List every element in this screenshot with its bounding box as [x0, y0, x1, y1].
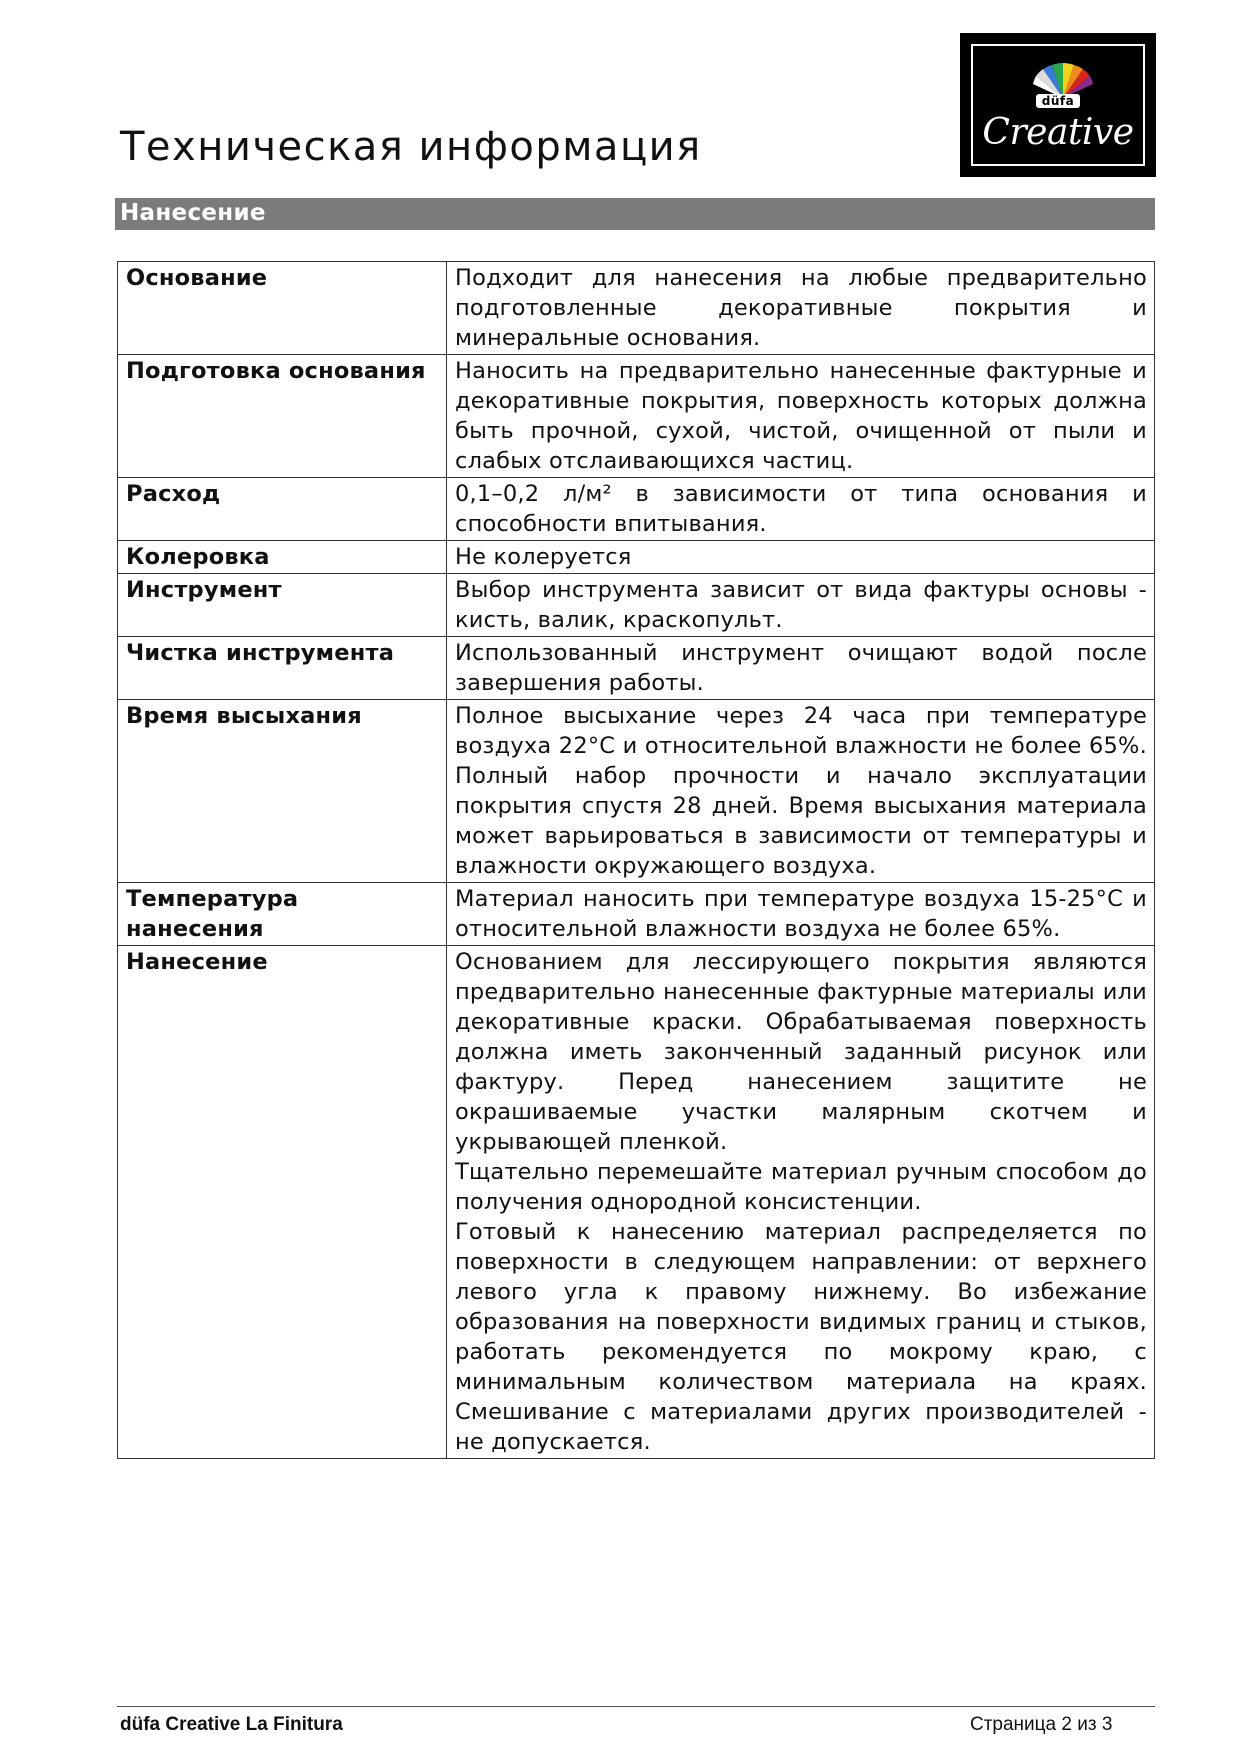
info-table-body — [118, 262, 1155, 1459]
row-value-paragraph: Готовый к нанесению материал распределяется по поверхности в следующем направлении: от верхнего левого угла к правому нижнему. Во избежание образования на поверхности видимых границ и стыков, работать рекомендуется по мокрому краю, с минимальным количеством материала на краях. Смешивание с материалами других производителей - не допускается. — [455, 1219, 1147, 1455]
row-value — [447, 574, 1155, 637]
table-row — [118, 478, 1155, 541]
table-row — [118, 541, 1155, 574]
row-value-paragraph: Наносить на предварительно нанесенные фактурные и декоративные покрытия, поверхность которых должна быть прочной, сухой, чистой, очищенной от пыли и слабых отслаивающихся частиц. — [455, 358, 1147, 474]
color-fan-icon — [963, 36, 1159, 180]
section-header — [115, 198, 1155, 230]
row-value-paragraph: Материал наносить при температуре воздуха 15-25°С и относительной влажности воздуха не более 65%. — [455, 886, 1147, 942]
row-value — [447, 637, 1155, 700]
row-value-paragraph: Подходит для нанесения на любые предварительно подготовленные декоративные покрытия и минеральные основания. — [455, 265, 1147, 351]
row-value-paragraph: Выбор инструмента зависит от вида фактуры основы - кисть, валик, краскопульт. — [455, 577, 1147, 633]
table-row — [118, 574, 1155, 637]
table-row — [118, 637, 1155, 700]
row-value — [447, 700, 1155, 883]
info-table — [117, 261, 1155, 1459]
row-value-paragraph: Не колеруется — [455, 544, 632, 570]
row-label: Температура нанесения — [118, 883, 447, 946]
row-label: Колеровка — [118, 541, 447, 574]
row-label: Расход — [118, 478, 447, 541]
row-label: Нанесение — [118, 946, 447, 1459]
row-label: Инструмент — [118, 574, 447, 637]
row-value-paragraph: Тщательно перемешайте материал ручным способом до получения однородной консистенции. — [455, 1159, 1147, 1215]
table-row — [118, 262, 1155, 355]
row-value — [447, 262, 1155, 355]
table-row — [118, 700, 1155, 883]
row-value-paragraph: Основанием для лессирующего покрытия являются предварительно нанесенные фактурные материалы или декоративные краски. Обрабатываемая поверхность должна иметь законченный заданный рисунок или фактуру. Перед нанесением защитите не окрашиваемые участки малярным скотчем и укрывающей пленкой. — [455, 949, 1147, 1155]
row-value — [447, 478, 1155, 541]
row-label: Основание — [118, 262, 447, 355]
page-title: Техническая информация — [120, 124, 702, 170]
row-label: Подготовка основания — [118, 355, 447, 478]
footer-page-number: Страница 2 из 3 — [970, 1714, 1113, 1735]
table-row — [118, 946, 1155, 1459]
row-value-paragraph: Использованный инструмент очищают водой после завершения работы. — [455, 640, 1147, 696]
footer-product: düfa Creative La Finitura — [120, 1714, 343, 1735]
logo-script: Creative — [982, 112, 1134, 153]
section-title: Нанесение — [120, 200, 266, 226]
row-value — [447, 355, 1155, 478]
logo-brand: düfa — [963, 94, 1153, 108]
row-value — [447, 946, 1155, 1459]
row-value — [447, 883, 1155, 946]
row-value-paragraph: 0,1–0,2 л/м² в зависимости от типа основания и способности впитывания. — [455, 481, 1147, 537]
row-value-paragraph: Полное высыхание через 24 часа при температуре воздуха 22°С и относительной влажности не более 65%. Полный набор прочности и начало эксплуатации покрытия спустя 28 дней. Время высыхания материала может варьироваться в зависимости от температуры и влажности окружающего воздуха. — [455, 703, 1147, 879]
table-row — [118, 883, 1155, 946]
row-value — [447, 541, 1155, 574]
row-label: Чистка инструмента — [118, 637, 447, 700]
row-label: Время высыхания — [118, 700, 447, 883]
table-row — [118, 355, 1155, 478]
footer-divider — [117, 1706, 1155, 1707]
brand-logo — [960, 33, 1156, 177]
